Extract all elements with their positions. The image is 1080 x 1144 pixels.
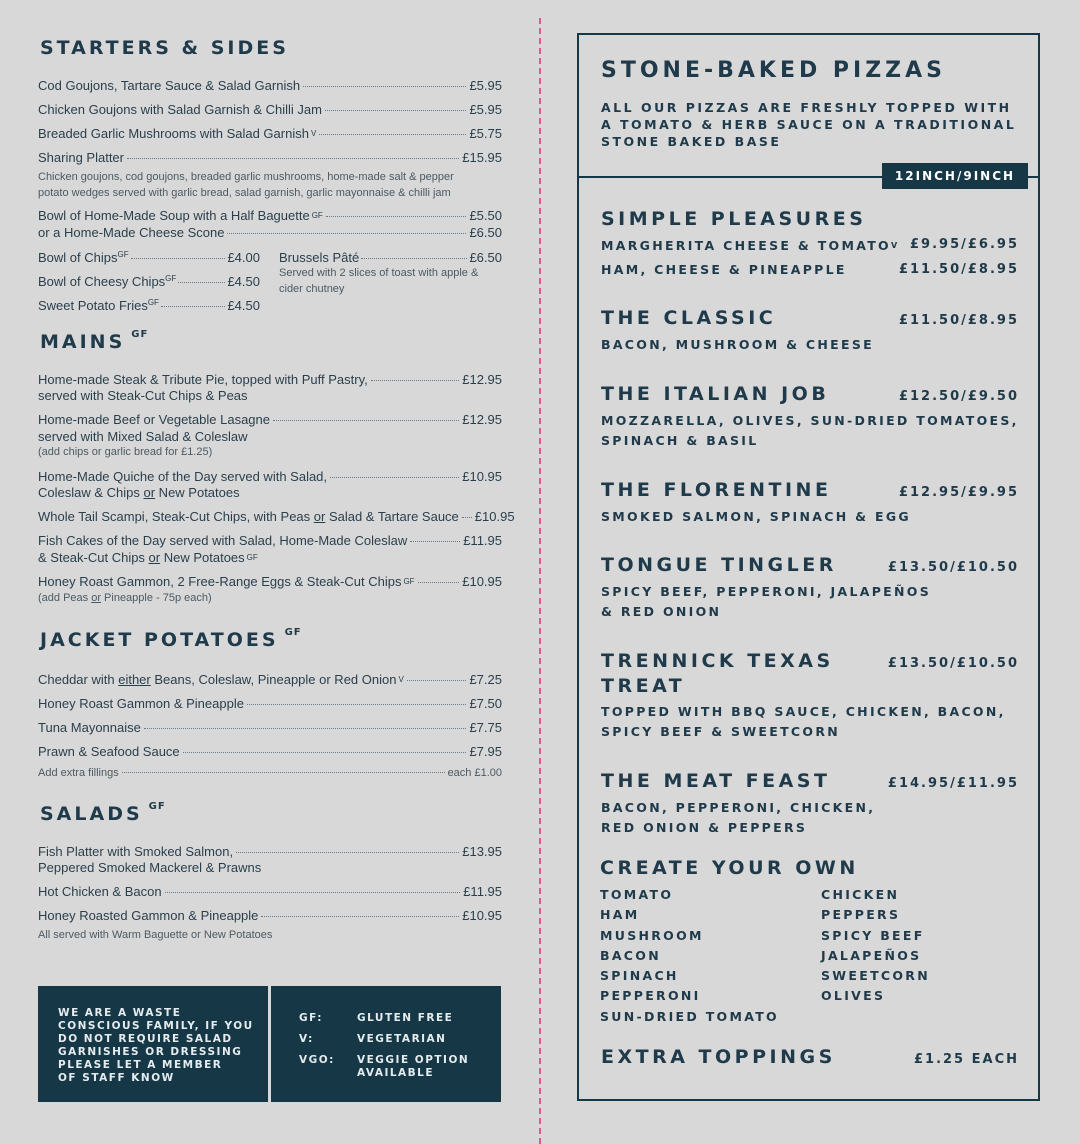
menu-item: Chicken Goujons with Salad Garnish & Chilli Jam £5.95 [38, 102, 502, 117]
size-badge: 12INCH/9INCH [882, 163, 1028, 189]
jacket-heading: JACKET POTATOES $^{GF}$ [40, 627, 302, 651]
item-description: Coleslaw & Chips or New Potatoes [38, 485, 240, 500]
waste-notice-box: WE ARE A WASTE CONSCIOUS FAMILY, IF YOU DO NOT REQUIRE SALAD GARNISHES OR DRESSING PLEASE LET A MEMBER OF STAFF KNOW [38, 986, 268, 1102]
pizza-heading: SIMPLE PLEASURES [601, 208, 867, 230]
salads-note: All served with Warm Baguette or New Potatoes [38, 929, 273, 941]
starters-heading: STARTERS & SIDES [40, 37, 289, 59]
menu-item: Tuna Mayonnaise £7.75 [38, 720, 502, 735]
extra-toppings-heading: EXTRA TOPPINGS [601, 1046, 836, 1068]
menu-item: Sharing Platter £15.95 [38, 150, 502, 165]
dietary-legend-box: GF: GLUTEN FREE V: VEGETARIAN VGO: VEGGIE OPTION AVAILABLE [271, 986, 501, 1102]
pizza-title: STONE-BAKED PIZZAS [601, 58, 947, 83]
pizza-heading: THE MEAT FEAST [601, 770, 831, 792]
menu-item: Home-made Beef or Vegetable Lasagne £12.95 [38, 412, 502, 427]
pizza-heading: THE CLASSIC [601, 307, 777, 329]
menu-item: Whole Tail Scampi, Steak-Cut Chips, with Peas or Salad & Tartare Sauce £10.95 [38, 509, 515, 524]
salads-heading: SALADS $^{GF}$ [40, 801, 166, 825]
item-description: (add chips or garlic bread for £1.25) [38, 446, 213, 458]
item-description: Chicken goujons, cod goujons, breaded garlic mushrooms, home-made salt & pepper [38, 171, 454, 183]
pizza-price: £9.95/£6.95 [910, 237, 1019, 252]
pizza-description: SPICY BEEF, PEPPERONI, JALAPEÑOS & RED ONION [601, 584, 932, 619]
pizza-heading: CREATE YOUR OWN [600, 857, 859, 879]
page-divider [539, 18, 541, 1144]
menu-item: Fish Platter with Smoked Salmon, £13.95 [38, 844, 502, 859]
pizza-price: £13.50/£10.50 [887, 560, 1019, 575]
item-description: served with Mixed Salad & Coleslaw [38, 429, 248, 444]
item-description: served with Steak-Cut Chips & Peas [38, 388, 248, 403]
menu-item: Honey Roast Gammon & Pineapple £7.50 [38, 696, 502, 711]
pizza-description: TOPPED WITH BBQ SAUCE, CHICKEN, BACON, SPICY BEEF & SWEETCORN [601, 704, 1006, 739]
item-description: (add Peas or Pineapple - 75p each) [38, 592, 212, 604]
pizza-price: £14.95/£11.95 [887, 776, 1019, 791]
pizza-heading: THE ITALIAN JOB [601, 383, 830, 405]
mains-heading: MAINS $^{GF}$ [40, 329, 149, 353]
item-description: cider chutney [279, 283, 345, 295]
menu-item: Brussels Pâté £6.50 [279, 250, 502, 265]
pizza-description: BACON, PEPPERONI, CHICKEN, RED ONION & PEPPERS [601, 800, 876, 835]
pizza-description: SMOKED SALMON, SPINACH & EGG [601, 509, 911, 524]
pizza-heading: THE FLORENTINE [601, 479, 832, 501]
item-description: potato wedges served with garlic bread, salad garnish, garlic mayonnaise & chilli jam [38, 187, 451, 199]
menu-item: Add extra fillings each £1.00 [38, 767, 502, 779]
menu-item: or a Home-Made Cheese Scone £6.50 [38, 225, 502, 240]
menu-item: Fish Cakes of the Day served with Salad, Home-Made Coleslaw £11.95 [38, 533, 502, 548]
pizza-item-name: HAM, CHEESE & PINEAPPLE [601, 262, 847, 277]
menu-item: Hot Chicken & Bacon £11.95 [38, 884, 502, 899]
menu-item: Prawn & Seafood Sauce £7.95 [38, 744, 502, 759]
item-description: Served with 2 slices of toast with apple & [279, 267, 479, 279]
pizza-heading: TONGUE TINGLER [601, 554, 837, 576]
pizza-description: BACON, MUSHROOM & CHEESE [601, 337, 874, 352]
menu-item: Breaded Garlic Mushrooms with Salad Garnish $^V$ £5.75 [38, 126, 502, 141]
pizza-subtitle: ALL OUR PIZZAS ARE FRESHLY TOPPED WITH A TOMATO & HERB SAUCE ON A TRADITIONAL STONE BAKED BASE [601, 100, 1017, 149]
menu-item: Home-Made Quiche of the Day served with Salad, £10.95 [38, 469, 502, 484]
pizza-price: £11.50/£8.95 [898, 313, 1019, 328]
menu-item: Bowl of Chips$^{GF}$ £4.00 [38, 250, 260, 265]
pizza-price: £13.50/£10.50 [887, 656, 1019, 671]
menu-item: Honey Roasted Gammon & Pineapple £10.95 [38, 908, 502, 923]
pizza-price: £11.50/£8.95 [898, 262, 1019, 277]
menu-item: Honey Roast Gammon, 2 Free-Range Eggs & Steak-Cut Chips $^{GF}$ £10.95 [38, 574, 502, 589]
pizza-price: £12.95/£9.95 [898, 485, 1019, 500]
pizza-item-name: MARGHERITA CHEESE & $TOMATO^V$ [601, 238, 900, 253]
topping-list: CHICKEN PEPPERS SPICY BEEF JALAPEÑOS SWEETCORN OLIVES [821, 887, 930, 1004]
extra-toppings-price: £1.25 EACH [913, 1052, 1019, 1067]
menu-item: Cod Goujons, Tartare Sauce & Salad Garnish £5.95 [38, 78, 502, 93]
item-description: & Steak-Cut Chips or New Potatoes $^{GF}$ [38, 550, 258, 565]
pizza-heading: TRENNICK TEXAS TREAT [601, 650, 834, 697]
menu-item: Bowl of Home-Made Soup with a Half Baguette $^{GF}$ £5.50 [38, 208, 502, 223]
menu-item: Sweet Potato Fries$^{GF}$ £4.50 [38, 298, 260, 313]
topping-list: TOMATO HAM MUSHROOM BACON SPINACH PEPPERONI SUN-DRIED TOMATO [600, 887, 779, 1024]
pizza-description: MOZZARELLA, OLIVES, SUN-DRIED TOMATOES, SPINACH & BASIL [601, 413, 1019, 448]
pizza-price: £12.50/£9.50 [898, 389, 1019, 404]
menu-item: Bowl of Cheesy Chips$^{GF}$ £4.50 [38, 274, 260, 289]
menu-item: Home-made Steak & Tribute Pie, topped with Puff Pastry, £12.95 [38, 372, 502, 387]
item-description: Peppered Smoked Mackerel & Prawns [38, 860, 262, 875]
menu-item: Cheddar with either Beans, Coleslaw, Pineapple or Red Onion $^V$ £7.25 [38, 672, 502, 687]
